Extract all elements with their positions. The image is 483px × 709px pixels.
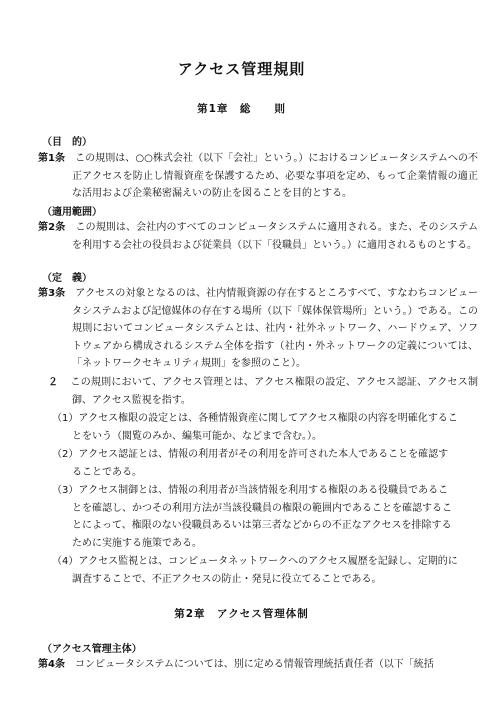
definition-item-2-number: （2） xyxy=(52,449,79,460)
chapter-2-heading: 第2章 アクセス管理体制 xyxy=(174,608,309,620)
article-4 xyxy=(38,656,478,674)
article-2-text: この規則は、会社内のすべてのコンピュータシステムに適用される。また、そのシステムを利用する会社の役員および従業員（以下「役職員」という。）に適用されるものとする。 xyxy=(72,222,478,251)
definition-item-4-text: アクセス監視とは、コンピュータネットワークへのアクセス履歴を記録し、定期的に調査することで、不正アクセスの防止・発見に役立てることである。 xyxy=(72,556,458,585)
heading-definition: （定 義） xyxy=(42,273,92,284)
document-title: アクセス管理規則 xyxy=(177,60,306,78)
definition-item-2-text: アクセス認証とは、情報の利用者がその利用を許可された本人であることを確認することである。 xyxy=(72,449,449,478)
article-3-label: 第3条 xyxy=(38,288,66,299)
article-1-label: 第1条 xyxy=(38,153,66,164)
article-2 xyxy=(38,219,478,254)
heading-purpose: （目 的） xyxy=(42,137,92,148)
article-3-paragraph-2 xyxy=(38,374,478,409)
article-1 xyxy=(38,150,478,203)
definition-item-3-text: アクセス制御とは、情報の利用者が当該情報を利用する権限のある役職員であることを確認し、かつその利用方法が当該役職員の権限の範囲内であることを確認することによって、権限のない役職員あるいは第三者などからの不正なアクセスを排除するために実施する施策である。 xyxy=(72,485,452,549)
definition-item-1-text: アクセス権限の設定とは、各種情報資産に関してアクセス権限の内容を明確化することをいう（閲覧のみか、編集可能か、などまで含む。）。 xyxy=(72,413,458,442)
heading-access-management-subject: （アクセス管理主体） xyxy=(42,644,142,655)
article-4-text: コンピュータシステムについては、別に定める情報管理統括責任者（以下「統括 xyxy=(74,659,434,670)
heading-scope: （適用範囲） xyxy=(42,207,102,218)
definition-item-4 xyxy=(52,553,458,588)
article-3 xyxy=(38,285,478,373)
article-3-paragraph-2-label: ２ xyxy=(48,377,59,388)
chapter-1-heading: 第1章 総 則 xyxy=(197,103,286,115)
article-3-paragraph-2-text: この規則において、アクセス管理とは、アクセス権限の設定、アクセス認証、アクセス制御、アクセス監視を指す。 xyxy=(70,377,478,406)
article-4-label: 第4条 xyxy=(38,659,65,670)
definition-item-3 xyxy=(52,482,458,552)
article-3-text: アクセスの対象となるのは、社内情報資源の存在するところすべて、すなわちコンピュータシステムおよび記憶媒体の存在する場所（以下「媒体保管場所」という。）である。この規則においてコンピュータシステムとは、社内・社外ネットワーク、ハードウェア、ソフトウェアから構成されるシステム全体を指す（社内・外ネットワークの定義については、「ネットワークセキュリティ規則」を参照のこと）。 xyxy=(72,288,478,370)
definition-item-1-number: （1） xyxy=(52,413,79,424)
definition-item-1 xyxy=(52,410,458,445)
definition-item-3-number: （3） xyxy=(52,485,79,496)
article-2-label: 第2条 xyxy=(38,222,66,233)
article-1-text: この規則は、○○株式会社（以下「会社」という。）におけるコンピュータシステムへの不正アクセスを防止し情報資産を保護するため、必要な事項を定め、もって企業情報の適正な活用および企業秘密漏えいの防止を図ることを目的とする。 xyxy=(72,153,478,200)
definition-item-4-number: （4） xyxy=(52,556,79,567)
definition-item-2 xyxy=(52,446,458,481)
